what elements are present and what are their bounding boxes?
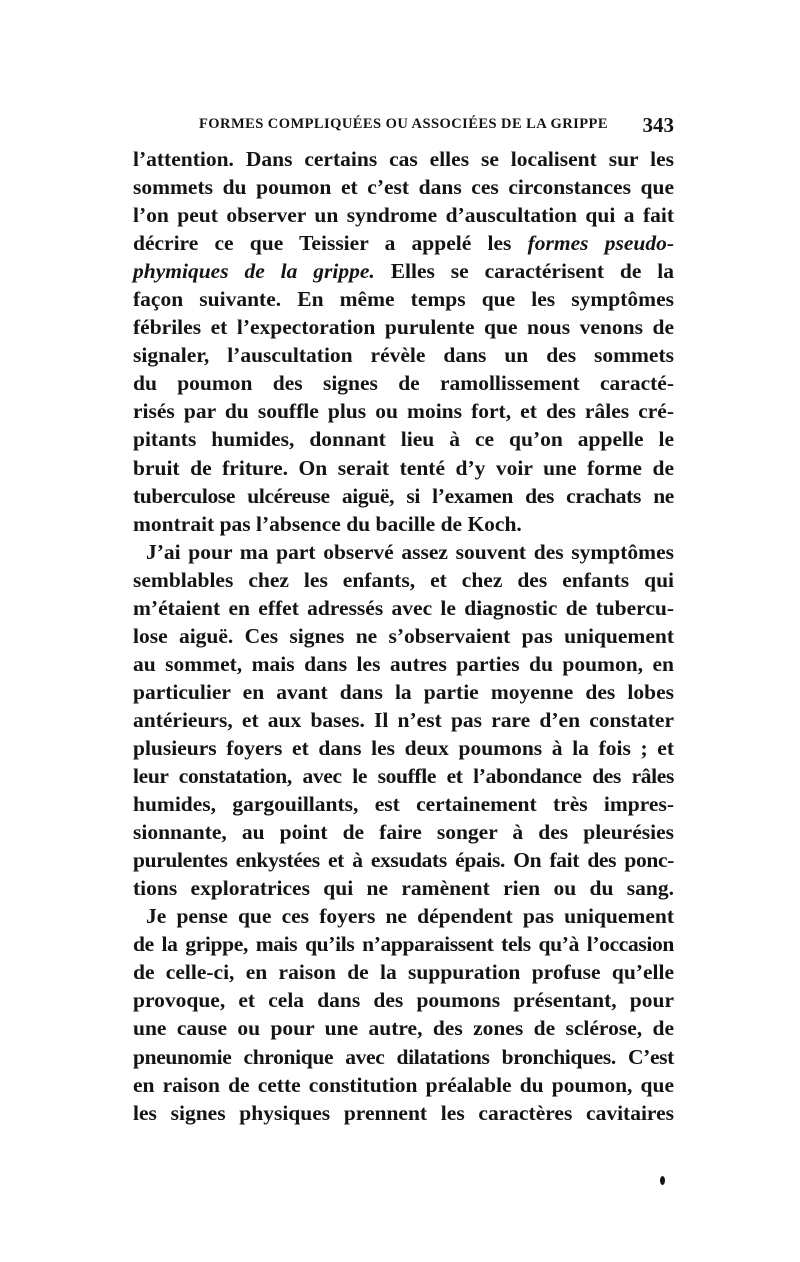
text-line: risés par du souffle plus ou moins fort, et des râles cré- <box>133 399 674 424</box>
line-text: décrire ce que Teissier a appelé les <box>133 231 528 256</box>
text-line: purulentes enkystées et à exsudats épais. On fait des ponc- <box>133 848 674 873</box>
paragraph <box>133 902 674 1126</box>
page-number: 343 <box>642 113 674 137</box>
text-line: l’attention. Dans certains cas elles se localisent sur les <box>133 147 674 171</box>
text-line: Je pense que ces foyers ne dépendent pas uniquement <box>146 904 674 929</box>
body-text <box>133 145 674 1127</box>
italic-term: phymiques de la grippe. <box>133 259 375 284</box>
text-line: en raison de cette constitution préalable du poumon, que <box>133 1072 674 1097</box>
text-line: sommets du poumon et c’est dans ces circonstances que <box>133 175 674 200</box>
text-line <box>133 229 674 257</box>
text-line <box>133 257 674 285</box>
text-line: sionnante, au point de faire songer à des pleurésies <box>133 820 674 845</box>
text-line: de celle-ci, en raison de la suppuration profuse qu’elle <box>133 960 674 985</box>
text-line: fébriles et l’expectoration purulente que nous venons de <box>133 315 674 340</box>
text-line: façon suivante. En même temps que les symptômes <box>133 287 674 312</box>
text-line: de la grippe, mais qu’ils n’apparaissent tels qu’à l’occasion <box>133 932 674 957</box>
text-line: du poumon des signes de ramollissement caracté- <box>133 371 674 396</box>
text-line: lose aiguë. Ces signes ne s’observaient pas uniquement <box>133 623 674 648</box>
text-line: pitants humides, donnant lieu à ce qu’on appelle le <box>133 427 674 452</box>
text-line: tuberculose ulcéreuse aiguë, si l’examen des crachats ne <box>133 483 674 508</box>
text-line: les signes physiques prennent les caractères cavitaires <box>133 1100 674 1125</box>
text-line: signaler, l’auscultation révèle dans un des sommets <box>133 343 674 368</box>
text-line: leur constatation, avec le souffle et l’abondance des râles <box>133 764 674 789</box>
paragraph <box>133 538 674 903</box>
text-line: plusieurs foyers et dans les deux poumons à la fois ; et <box>133 735 674 760</box>
text-line: bruit de friture. On serait tenté d’y voir une forme de <box>133 455 674 480</box>
text-line: une cause ou pour une autre, des zones de sclérose, de <box>133 1016 674 1041</box>
text-line: particulier en avant dans la partie moyenne des lobes <box>133 679 674 704</box>
text-line: pneunomie chronique avec dilatations bronchiques. C’est <box>133 1044 674 1069</box>
text-line: l’on peut observer un syndrome d’auscultation qui a fait <box>133 203 674 228</box>
text-line: semblables chez les enfants, et chez des enfants qui <box>133 567 674 592</box>
paragraph <box>133 145 674 538</box>
line-text: Elles se caractérisent de la <box>374 259 675 284</box>
italic-term: formes pseudo- <box>527 231 674 256</box>
running-title: FORMES COMPLIQUÉES OU ASSOCIÉES DE LA GRIPPE <box>199 116 608 132</box>
text-line: provoque, et cela dans des poumons présentant, pour <box>133 988 674 1013</box>
text-line: antérieurs, et aux bases. Il n’est pas rare d’en constater <box>133 707 674 732</box>
text-line: J’ai pour ma part observé assez souvent des symptômes <box>146 539 674 564</box>
running-head <box>133 113 674 139</box>
text-line: m’étaient en effet adressés avec le diagnostic de tubercu- <box>133 595 674 620</box>
text-line: tions exploratrices qui ne ramènent rien ou du sang. <box>133 876 674 901</box>
text-line: humides, gargouillants, est certainement très impres- <box>133 792 674 817</box>
text-line: montrait pas l’absence du bacille de Koch. <box>133 511 522 536</box>
text-line: au sommet, mais dans les autres parties du poumon, en <box>133 651 674 676</box>
footer-mark <box>660 1176 665 1185</box>
